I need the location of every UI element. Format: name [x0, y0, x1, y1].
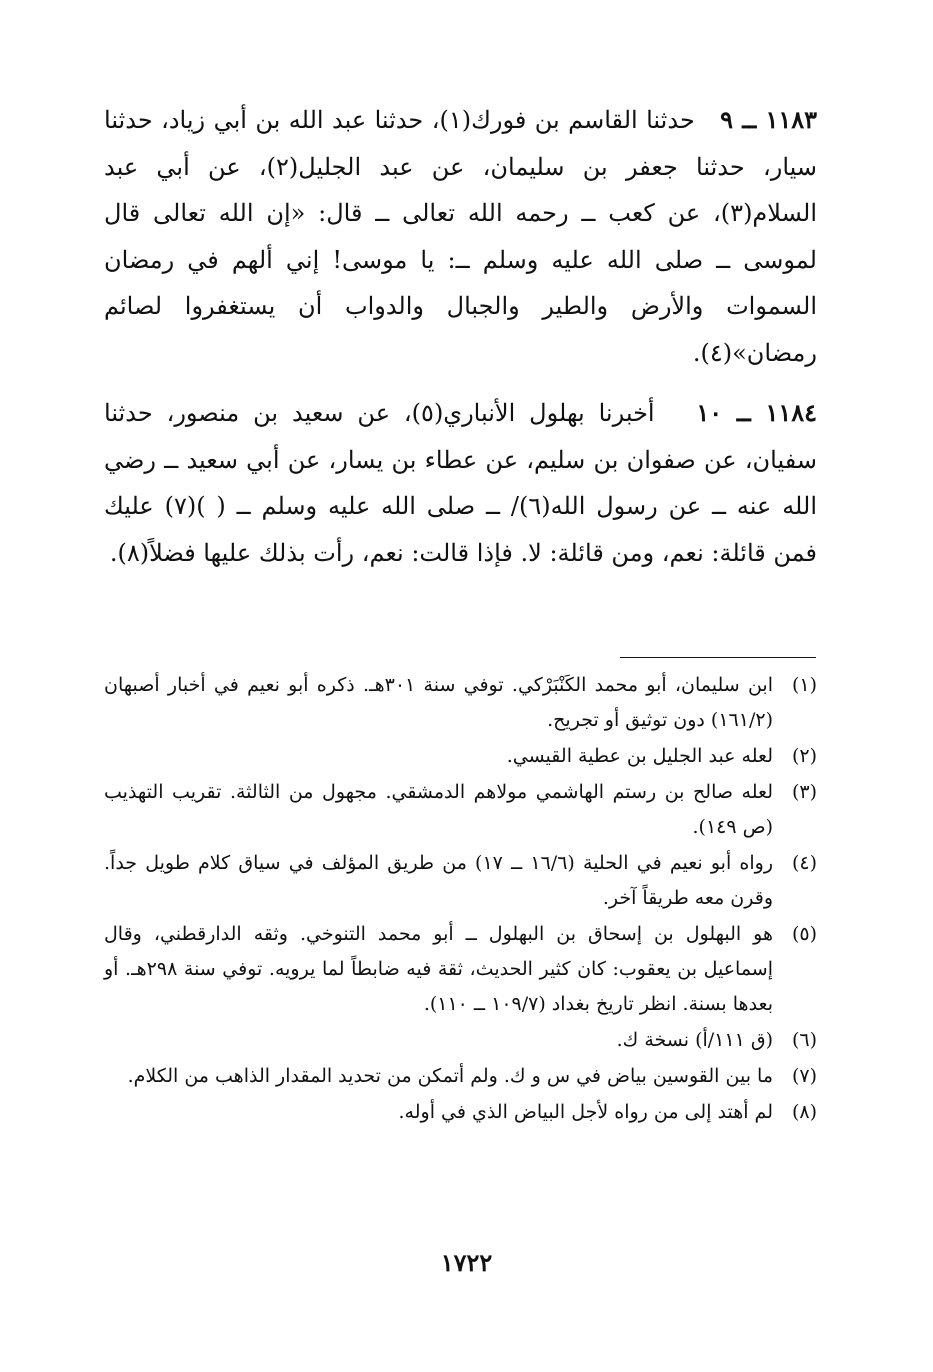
- footnote-marker: (٥): [791, 923, 817, 945]
- main-text: [104, 97, 817, 590]
- hadith-text: حدثنا القاسم بن فورك(١)، حدثنا عبد الله بن أبي زياد، حدثنا سيار، حدثنا جعفر بن سليمان، عن عبد الجليل(٢)، عن أبي عبد السلام(٣)، عن كعب ــ رحمه الله تعالى ــ قال: «إن الله تعالى قال لموسى ــ صلى الله عليه وسلم ــ: يا موسى! إني ألهم في رمضان السموات والأرض والطير والجبال والدواب أن يستغفروا لصائم رمضان»(٤).: [104, 106, 817, 367]
- footnote-4: [104, 846, 817, 916]
- footnote-2: [104, 739, 817, 774]
- footnote-text: لعله صالح بن رستم الهاشمي مولاهم الدمشقي. مجهول من الثالثة. تقريب التهذيب (ص ١٤٩).: [104, 781, 773, 838]
- footnote-marker: (٢): [791, 745, 817, 767]
- hadith-text: أخبرنا بهلول الأنباري(٥)، عن سعيد بن منصور، حدثنا سفيان، عن صفوان بن سليم، عن عطاء بن يسار، عن أبي سعيد ــ رضي الله عنه ــ عن رسول الله(٦)/ ــ صلى الله عليه وسلم ــ ( )(٧) عليك فمن قائلة: نعم، ومن قائلة: لا. فإذا قالت: نعم، رأت بذلك عليها فضلاً(٨).: [104, 399, 817, 567]
- page-number: ١٧٢٢: [440, 1248, 493, 1277]
- hadith-paragraph-1184: [104, 390, 817, 576]
- footnotes: [104, 668, 817, 1131]
- footnote-marker: (٧): [791, 1065, 817, 1087]
- footnote-6: [104, 1023, 817, 1058]
- footnote-7: [104, 1059, 817, 1094]
- footnote-text: رواه أبو نعيم في الحلية (١٦/٦ ــ ١٧) من طريق المؤلف في سياق كلام طويل جداً. وقرن معه طريقاً آخر.: [104, 852, 773, 909]
- footnote-3: [104, 775, 817, 845]
- footnote-separator: [620, 657, 816, 658]
- footnote-marker: (١): [791, 674, 817, 696]
- footnote-text: ما بين القوسين بياض في س و ك. ولم أتمكن من تحديد المقدار الذاهب من الكلام.: [127, 1065, 773, 1087]
- footnote-text: لم أهتد إلى من رواه لأجل البياض الذي في أوله.: [398, 1101, 773, 1123]
- footnote-text: هو البهلول بن إسحاق بن البهلول ــ أبو محمد التنوخي. وثقه الدارقطني، وقال إسماعيل بن يعقوب: كان كثير الحديث، ثقة فيه ضابطاً لما يرويه. توفي سنة ٢٩٨هـ. أو بعدها بسنة. انظر تاريخ بغداد (١٠٩/٧ ــ ١١٠).: [104, 923, 773, 1015]
- footnote-marker: (٦): [791, 1029, 817, 1051]
- footnote-text: لعله عبد الجليل بن عطية القيسي.: [506, 745, 773, 767]
- footnote-text: (ق ١١١/أ) نسخة ك.: [616, 1029, 773, 1051]
- footnote-marker: (٨): [791, 1101, 817, 1123]
- footnote-5: [104, 917, 817, 1022]
- footnote-8: [104, 1095, 817, 1130]
- footnote-marker: (٣): [791, 781, 817, 803]
- footnote-1: [104, 668, 817, 738]
- hadith-number: ١١٨٣ ــ ٩: [720, 105, 817, 134]
- hadith-paragraph-1183: [104, 97, 817, 376]
- footnote-marker: (٤): [791, 852, 817, 874]
- footnote-text: ابن سليمان، أبو محمد الكَنْبَرْكي. توفي سنة ٣٠١هـ. ذكره أبو نعيم في أخبار أصبهان (١٦١/٢) دون توثيق أو تجريح.: [104, 674, 773, 731]
- hadith-number: ١١٨٤ ــ ١٠: [696, 398, 818, 427]
